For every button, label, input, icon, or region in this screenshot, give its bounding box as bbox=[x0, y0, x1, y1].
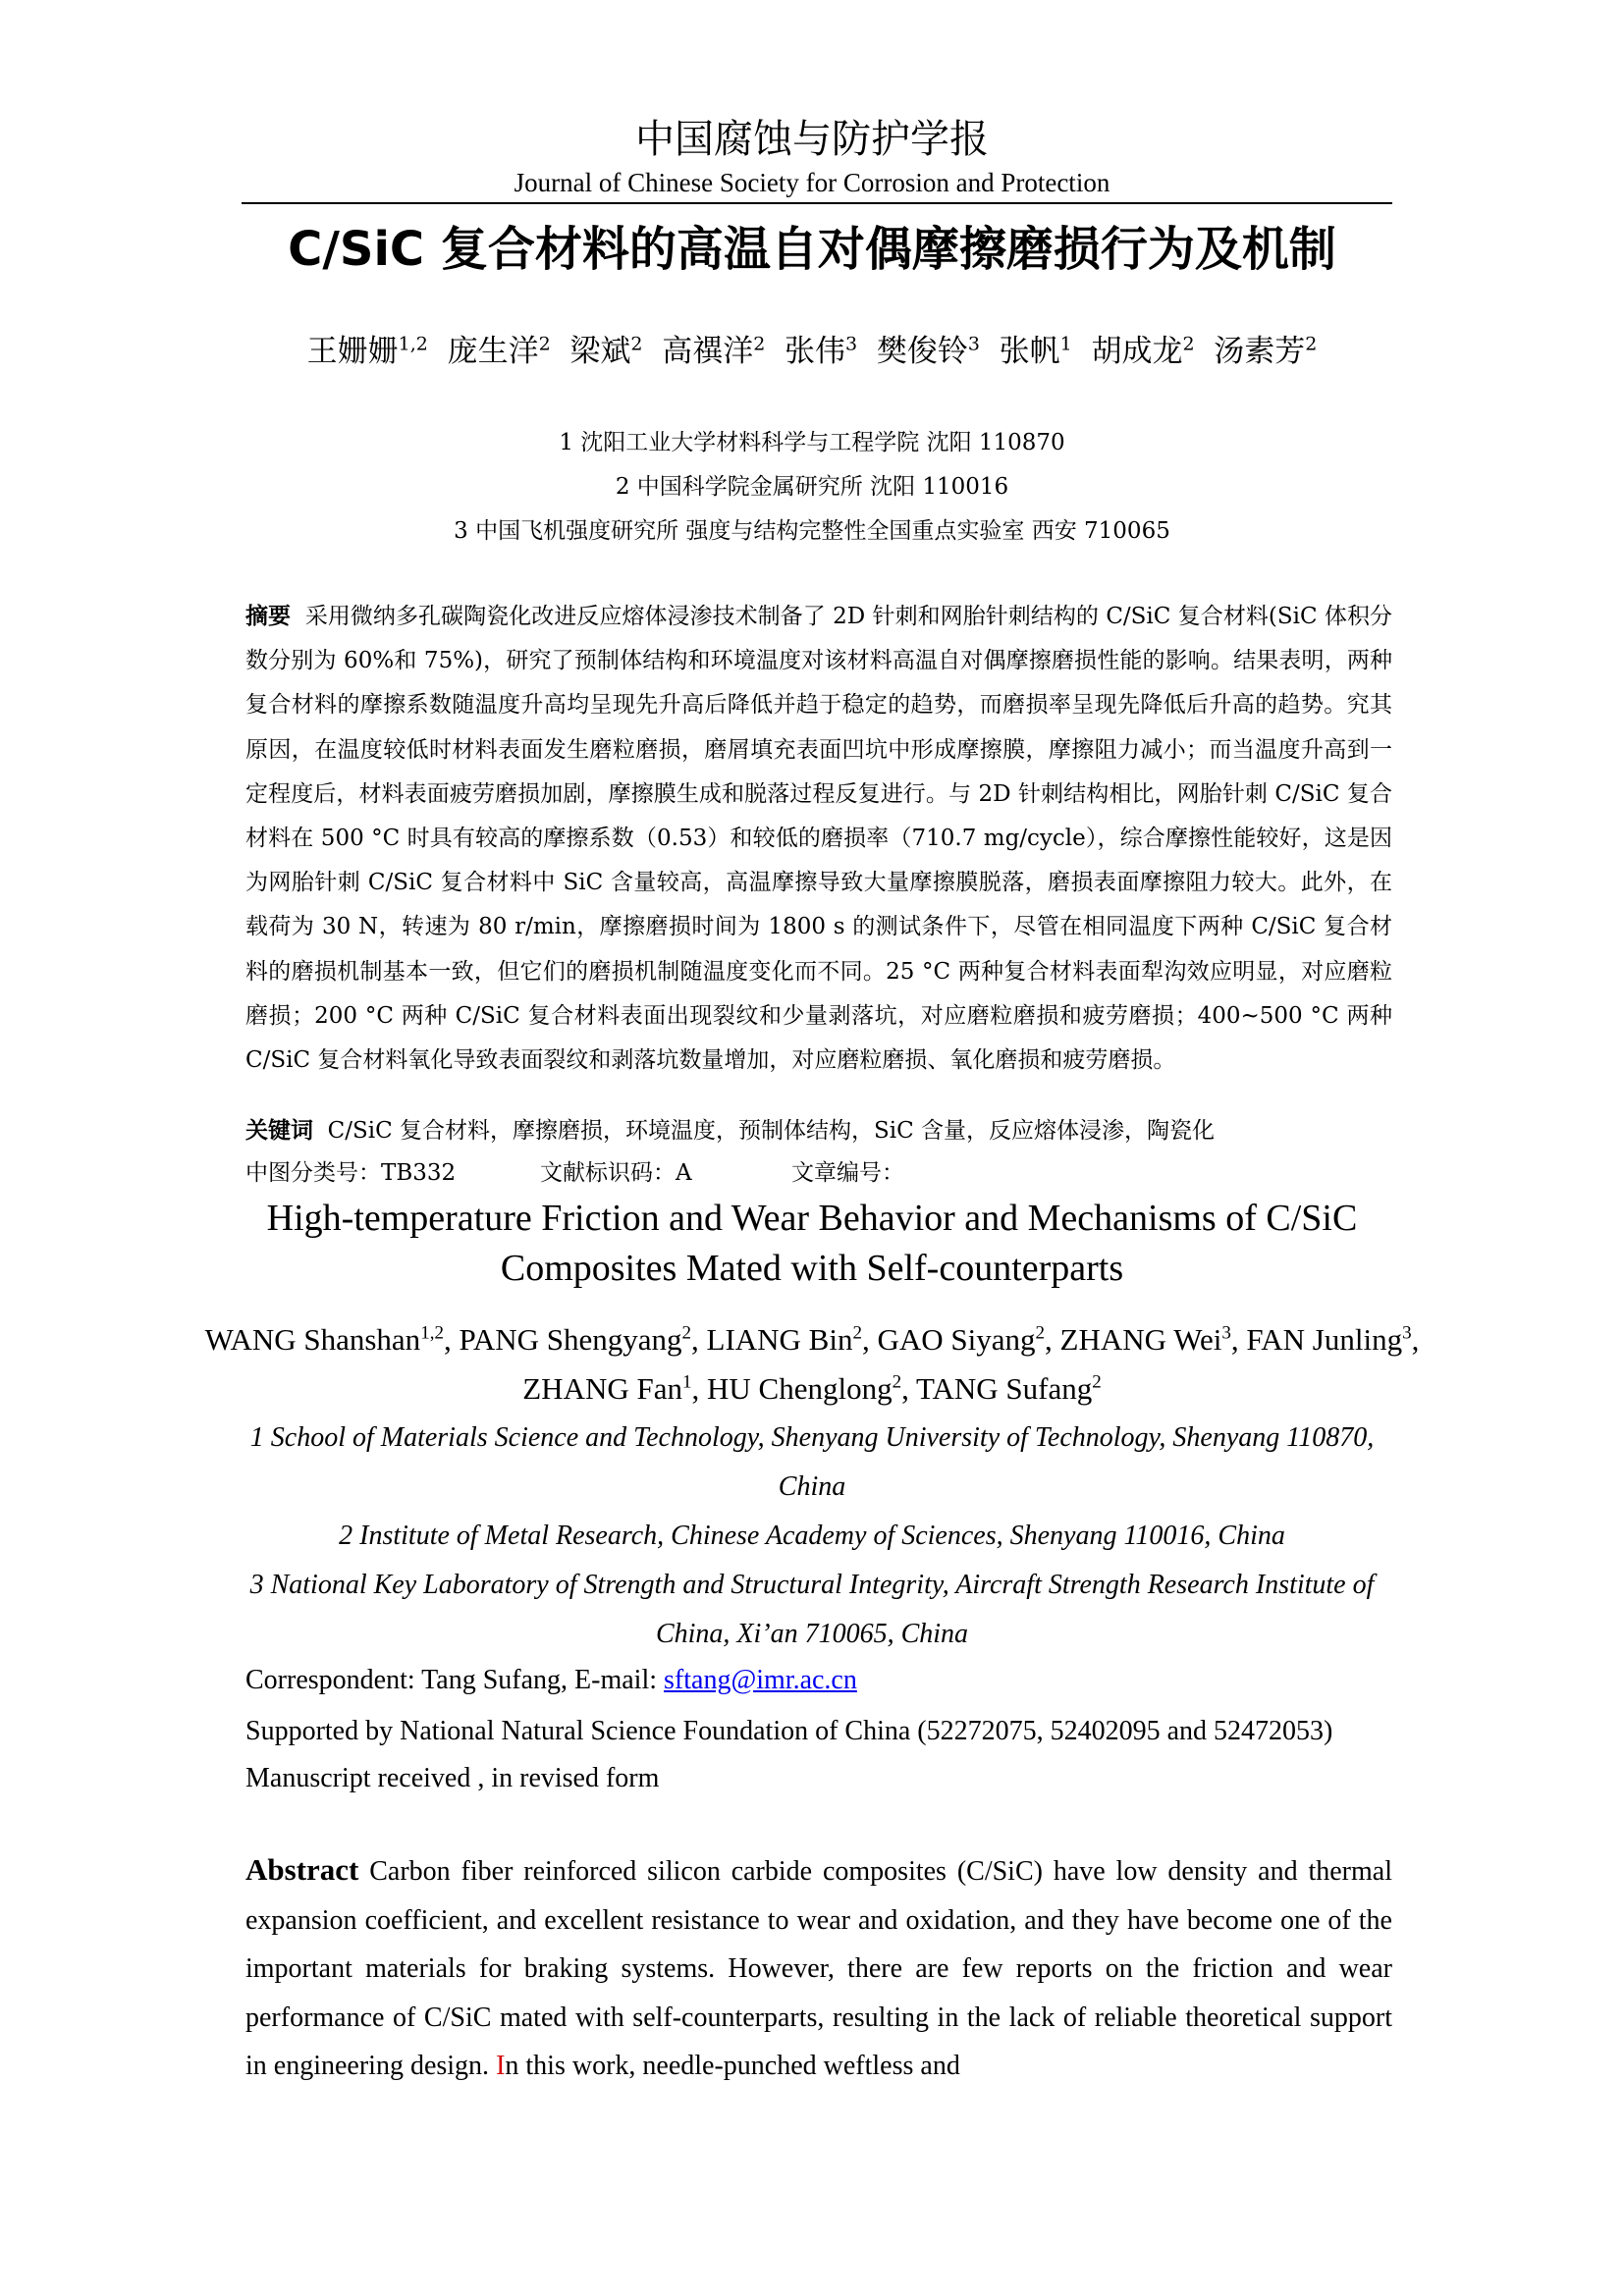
abstract-cn-text: 采用微纳多孔碳陶瓷化改进反应熔体浸渗技术制备了 2D 针刺和网胎针刺结构的 C/SiC 复合材料(SiC 体积分数分别为 60%和 75%)，研究了预制体结构和环境温度对该材料高温自对偶摩擦磨损性能的影响。结果表明，两种复合材料的摩擦系数随温度升高均呈现先升高后降低并趋于稳定的趋势，而磨损率呈现先降低后升高的趋势。究其原因，在温度较低时材料表面发生磨粒磨损，磨屑填充表面凹坑中形成摩擦膜，摩擦阻力减小；而当温度升高到一定程度后，材料表面疲劳磨损加剧，摩擦膜生成和脱落过程反复进行。与 2D 针刺结构相比，网胎针刺 C/SiC 复合材料在 500 °C 时具有较高的摩擦系数（0.53）和较低的磨损率（710.7 mg/cycle），综合摩擦性能较好，这是因为网胎针刺 C/SiC 复合材料中 SiC 含量较高，高温摩擦导致大量摩擦膜脱落，磨损表面摩擦阻力较大。此外，在载荷为 30 N，转速为 80 r/min，摩擦磨损时间为 1800 s 的测试条件下，尽管在相同温度下两种 C/SiC 复合材料的磨损机制基本一致，但它们的磨损机制随温度变化而不同。25 °C 两种复合材料表面犁沟效应明显，对应磨粒磨损；200 °C 两种 C/SiC 复合材料表面出现裂纹和少量剥落坑，对应磨粒磨损和疲劳磨损；400~500 °C 两种 C/SiC 复合材料氧化导致表面裂纹和剥落坑数量增加，对应磨粒磨损、氧化磨损和疲劳磨损。 bbox=[245, 604, 1393, 1074]
author bbox=[785, 334, 857, 369]
author-name: 王姗姗 bbox=[306, 334, 399, 369]
article-number: 文章编号： bbox=[791, 1160, 904, 1186]
author-name: 高禩洋 bbox=[662, 334, 754, 369]
author-affiliation-mark: 2 bbox=[753, 333, 766, 355]
paper-title-en: High-temperature Friction and Wear Behavior and Mechanisms of C/SiC Composites Mated with Self-counterparts bbox=[266, 1198, 1358, 1289]
author-name: 庞生洋 bbox=[447, 334, 539, 369]
author-affiliation-mark: 2 bbox=[538, 333, 551, 355]
funding-line: Supported by National Natural Science Foundation of China (52272075, 52402095 and 52472053) bbox=[245, 1716, 1333, 1746]
affiliation-cn-2: 2 中国科学院金属研究所 沈阳 110016 bbox=[615, 474, 1009, 500]
author-name: GAO Siyang bbox=[877, 1322, 1036, 1357]
author-name: WANG Shanshan bbox=[204, 1322, 421, 1357]
correspondent-text: Correspondent: Tang Sufang, E-mail: bbox=[245, 1665, 665, 1695]
author-name: HU Chenglong bbox=[707, 1371, 893, 1406]
author bbox=[448, 334, 551, 369]
paper-title-cn: C/SiC 复合材料的高温自对偶摩擦磨损行为及机制 bbox=[288, 222, 1336, 277]
author bbox=[877, 1322, 1045, 1357]
author bbox=[916, 1371, 1102, 1406]
author-name: PANG Shengyang bbox=[459, 1322, 682, 1357]
email-link[interactable]: sftang@imr.ac.cn bbox=[664, 1665, 857, 1695]
journal-name-cn: 中国腐蚀与防护学报 bbox=[635, 117, 989, 162]
author-list-cn bbox=[0, 332, 1624, 371]
abstract-en bbox=[245, 1845, 1392, 2091]
author-affiliation-mark: 1 bbox=[1059, 333, 1072, 355]
author bbox=[1214, 334, 1317, 369]
author-name: TANG Sufang bbox=[916, 1371, 1093, 1406]
affiliation-en-2: 2 Institute of Metal Research, Chinese Academy of Sciences, Shenyang 110016, China bbox=[339, 1521, 1285, 1551]
author-name: ZHANG Wei bbox=[1059, 1322, 1222, 1357]
author-affiliation-mark: 2 bbox=[852, 1322, 862, 1344]
affiliation-en-1: 1 School of Materials Science and Technology, Shenyang University of Technology, Shenyang 110870, China bbox=[249, 1422, 1375, 1502]
author-name: 梁斌 bbox=[569, 334, 631, 369]
author-affiliation-mark: 1,2 bbox=[398, 333, 428, 355]
author-affiliation-mark: 3 bbox=[1402, 1322, 1412, 1344]
author-affiliation-mark: 2 bbox=[892, 1371, 902, 1393]
header-rule bbox=[242, 202, 1392, 204]
author bbox=[662, 334, 765, 369]
author bbox=[459, 1322, 691, 1357]
keywords-cn bbox=[245, 1115, 1392, 1147]
author-name: 胡成龙 bbox=[1091, 334, 1183, 369]
keywords-cn-label: 关键词 bbox=[245, 1118, 313, 1144]
author bbox=[707, 1371, 901, 1406]
author-name: ZHANG Fan bbox=[522, 1371, 682, 1406]
author-name: 张帆 bbox=[999, 334, 1060, 369]
author bbox=[707, 1322, 862, 1357]
author-affiliation-mark: 1 bbox=[682, 1371, 692, 1393]
author-affiliation-mark: 2 bbox=[1182, 333, 1195, 355]
author-affiliation-mark: 2 bbox=[681, 1322, 692, 1344]
abstract-en-text-1: Carbon fiber reinforced silicon carbide composites (C/SiC) have low density and thermal expansion coefficient, and excellent resistance to wear and oxidation, and they have become one of the important materials for braking systems. However, there are few reports on the friction and wear performance of C/SiC mated with self-counterparts, resulting in the lack of reliable theoretical support in engineering design. bbox=[245, 1856, 1392, 2081]
abstract-en-text-2: n this work, needle-punched weftless and bbox=[505, 2051, 960, 2081]
author-name: 张伟 bbox=[785, 334, 846, 369]
author bbox=[307, 334, 428, 369]
author bbox=[205, 1322, 444, 1357]
author-affiliation-mark: 2 bbox=[1305, 333, 1318, 355]
journal-name-en: Journal of Chinese Society for Corrosion and Protection bbox=[514, 168, 1110, 197]
abstract-cn-label: 摘要 bbox=[245, 604, 292, 629]
affiliation-cn-3: 3 中国飞机强度研究所 强度与结构完整性全国重点实验室 西安 710065 bbox=[454, 518, 1170, 544]
author-affiliation-mark: 2 bbox=[1092, 1371, 1102, 1393]
affiliation-en-3: 3 National Key Laboratory of Strength and Structural Integrity, Aircraft Strength Research Institute of China, Xi’an 710065, China bbox=[249, 1570, 1375, 1649]
author-affiliation-mark: 2 bbox=[1035, 1322, 1046, 1344]
author-affiliation-mark: 3 bbox=[1221, 1322, 1231, 1344]
keywords-cn-text: C/SiC 复合材料，摩擦磨损，环境温度，预制体结构，SiC 含量，反应熔体浸渗，陶瓷化 bbox=[327, 1118, 1216, 1144]
author bbox=[1091, 334, 1194, 369]
manuscript-line: Manuscript received , in revised form bbox=[245, 1763, 660, 1793]
author bbox=[569, 334, 642, 369]
author-name: FAN Junling bbox=[1246, 1322, 1403, 1357]
abstract-en-highlight: I bbox=[496, 2051, 506, 2081]
author-name: 汤素芳 bbox=[1214, 334, 1306, 369]
affiliation-cn-1: 1 沈阳工业大学材料科学与工程学院 沈阳 110870 bbox=[559, 430, 1065, 455]
author-affiliation-mark: 3 bbox=[845, 333, 858, 355]
author bbox=[877, 334, 980, 369]
author-affiliation-mark: 3 bbox=[967, 333, 980, 355]
author bbox=[1060, 1322, 1231, 1357]
author-name: LIANG Bin bbox=[706, 1322, 853, 1357]
abstract-en-label: Abstract bbox=[245, 1852, 359, 1887]
author bbox=[1000, 334, 1072, 369]
document-code: 文献标识码：A bbox=[540, 1160, 692, 1186]
abstract-cn bbox=[245, 595, 1392, 1083]
author-list-en: WANG Shanshan$^{1,2}$, PANG Shengyang$^2$, LIANG Bin$^2$, GAO Siyang$^2$, ZHANG Wei$^3$, FAN Junling$^3$, ZHANG Fan$^1$, HU Chenglong$^2$, TANG Sufang$^2$ bbox=[204, 1322, 1420, 1406]
correspondent-line bbox=[245, 1661, 1392, 1700]
classification-line bbox=[245, 1157, 1392, 1189]
author bbox=[522, 1371, 691, 1406]
author-affiliation-mark: 1,2 bbox=[420, 1322, 444, 1344]
author bbox=[1246, 1322, 1411, 1357]
clc-number: 中图分类号：TB332 bbox=[245, 1160, 457, 1186]
author-name: 樊俊铃 bbox=[876, 334, 968, 369]
author-affiliation-mark: 2 bbox=[630, 333, 643, 355]
